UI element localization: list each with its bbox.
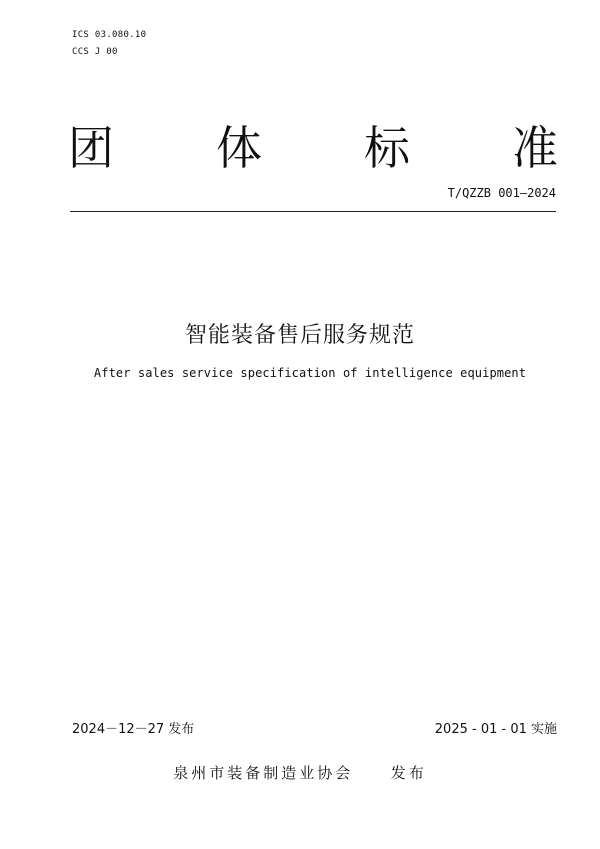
publisher bbox=[0, 762, 600, 783]
ccs-code: CCS J 00 bbox=[72, 47, 118, 57]
title-char-3: 标 bbox=[364, 121, 410, 175]
title-char-2: 体 bbox=[216, 121, 262, 175]
english-title: After sales service specification of intelligence equipment bbox=[93, 366, 527, 380]
ics-code: ICS 03.080.10 bbox=[72, 30, 147, 40]
divider-line bbox=[70, 211, 556, 212]
title-char-4: 准 bbox=[512, 121, 558, 175]
publisher-suffix: 发布 bbox=[390, 764, 427, 782]
issue-date: 2024－12－27 发布 bbox=[72, 722, 195, 737]
publisher-name: 泉州市装备制造业协会 bbox=[173, 764, 354, 782]
standard-number: T/QZZB 001—2024 bbox=[447, 186, 556, 200]
chinese-title: 智能装备售后服务规范 bbox=[184, 323, 415, 348]
title-char-1: 团 bbox=[68, 121, 114, 175]
implementation-date: 2025 - 01 - 01 实施 bbox=[434, 722, 557, 737]
document-type-title bbox=[68, 118, 558, 178]
